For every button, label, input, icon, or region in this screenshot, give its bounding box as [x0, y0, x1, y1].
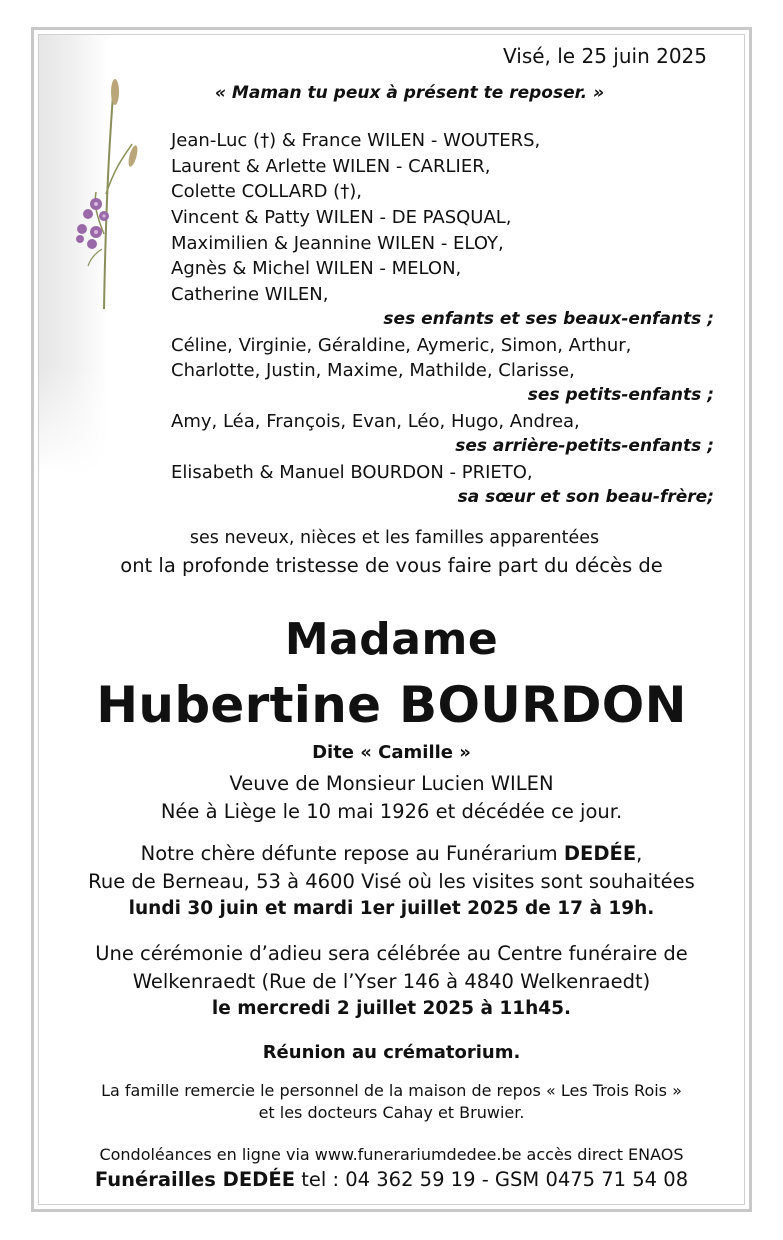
visitation-line-2: Rue de Berneau, 53 à 4600 Visé où les visites sont souhaitées: [88, 870, 695, 893]
child-line: Colette COLLARD (†),: [171, 181, 362, 202]
grandchildren-relation: ses petits-enfants ;: [527, 385, 714, 405]
children-relation: ses enfants et ses beaux-enfants ;: [383, 309, 714, 329]
thanks-line-1: La famille remercie le personnel de la maison de repos « Les Trois Rois »: [101, 1081, 682, 1100]
ceremony-date: le mercredi 2 juillet 2025 à 11h45.: [211, 998, 572, 1019]
ceremony-line-1: Une cérémonie d’adieu sera célébrée au Centre funéraire de: [95, 942, 688, 965]
widow-of-line: Veuve de Monsieur Lucien WILEN: [229, 772, 554, 795]
great-grandchildren-line: Amy, Léa, François, Evan, Léo, Hugo, Andrea,: [171, 411, 580, 432]
funerarium-name: DEDÉE: [563, 842, 637, 865]
deceased-nickname: Dite « Camille »: [312, 742, 471, 763]
grandchildren-line: Charlotte, Justin, Maxime, Mathilde, Clarisse,: [171, 360, 575, 381]
crematorium-note: Réunion au crématorium.: [262, 1042, 521, 1063]
great-grandchildren-relation: ses arrière-petits-enfants ;: [455, 436, 714, 456]
deceased-title: Madame: [284, 614, 499, 665]
epitaph-quote: « Maman tu peux à présent te reposer. »: [214, 83, 605, 103]
flower-icon: [66, 74, 146, 314]
company-name: Funérailles DEDÉE: [94, 1168, 296, 1191]
sibling-line: Elisabeth & Manuel BOURDON - PRIETO,: [171, 462, 533, 483]
child-line: Maximilien & Jeannine WILEN - ELOY,: [171, 233, 504, 254]
contact-line: [0, 1168, 783, 1191]
child-line: Catherine WILEN,: [171, 284, 329, 305]
child-line: Vincent & Patty WILEN - DE PASQUAL,: [171, 207, 512, 228]
phone-numbers: tel : 04 362 59 19 - GSM 0475 71 54 08: [295, 1168, 689, 1191]
child-line: Jean-Luc (†) & France WILEN - WOUTERS,: [171, 130, 541, 151]
sibling-relation: sa sœur et son beau-frère;: [457, 487, 714, 507]
visitation-suffix: ,: [636, 842, 643, 865]
child-line: Agnès & Michel WILEN - MELON,: [171, 258, 462, 279]
visitation-prefix: Notre chère défunte repose au Funérarium: [140, 842, 564, 865]
intro-line-2: ont la profonde tristesse de vous faire part du décès de: [120, 554, 663, 577]
deceased-name: Hubertine BOURDON: [96, 676, 687, 734]
birth-death-line: Née à Liège le 10 mai 1926 et décédée ce jour.: [160, 800, 623, 823]
child-line: Laurent & Arlette WILEN - CARLIER,: [171, 156, 491, 177]
thanks-line-2: et les docteurs Cahay et Bruwier.: [258, 1103, 525, 1122]
visitation-line-1: [0, 842, 783, 865]
grandchildren-line: Céline, Virginie, Géraldine, Aymeric, Simon, Arthur,: [171, 335, 632, 356]
date-line: Visé, le 25 juin 2025: [503, 44, 707, 68]
ceremony-line-2: Welkenraedt (Rue de l’Yser 146 à 4840 Welkenraedt): [132, 970, 651, 993]
visitation-dates: lundi 30 juin et mardi 1er juillet 2025 de 17 à 19h.: [128, 898, 655, 919]
intro-line-1: ses neveux, nièces et les familles apparentées: [189, 528, 600, 548]
condolences-line: Condoléances en ligne via www.funerariumdedee.be accès direct ENAOS: [99, 1145, 684, 1164]
